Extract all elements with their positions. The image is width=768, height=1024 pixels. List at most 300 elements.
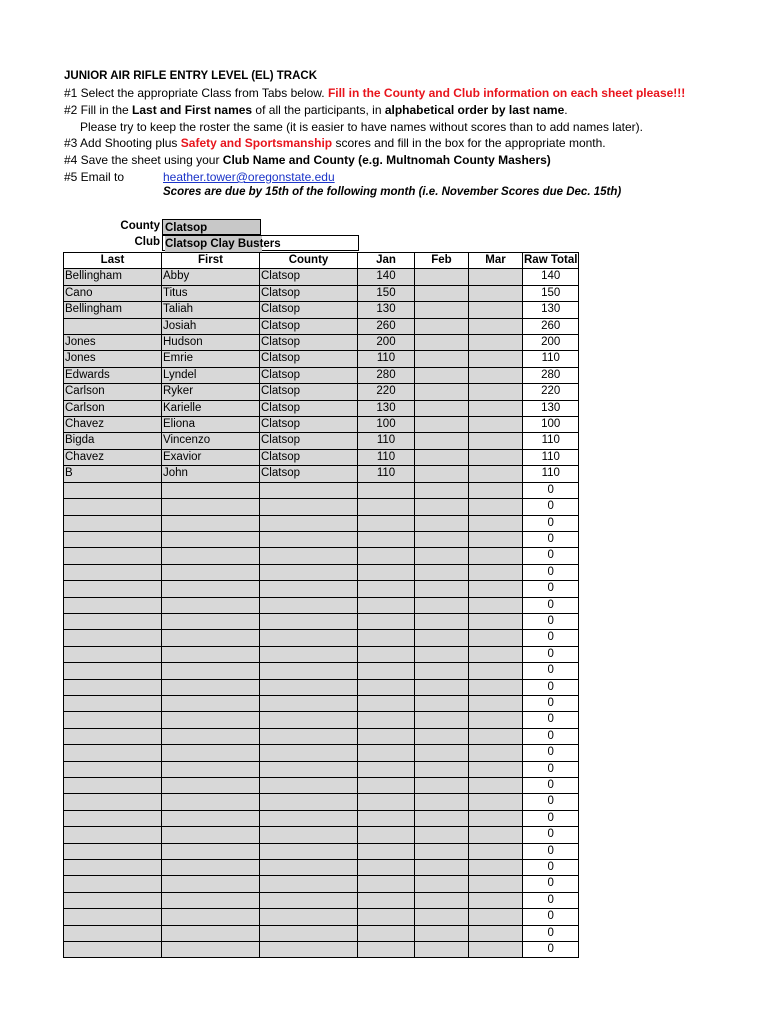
cell-last[interactable]	[64, 318, 162, 334]
cell-raw-total: 0	[523, 892, 579, 908]
cell-jan[interactable]	[358, 745, 415, 761]
cell-first[interactable]: Taliah	[162, 302, 260, 318]
cell-mar[interactable]	[469, 417, 523, 433]
table-row	[64, 942, 579, 958]
cell-feb[interactable]	[415, 367, 469, 383]
table-row	[64, 318, 579, 334]
instruction-step-1	[64, 85, 685, 102]
cell-first[interactable]: Eliona	[162, 417, 260, 433]
cell-jan[interactable]	[358, 860, 415, 876]
cell-jan[interactable]: 110	[358, 351, 415, 367]
cell-jan[interactable]	[358, 728, 415, 744]
cell-jan[interactable]	[358, 876, 415, 892]
cell-jan[interactable]: 200	[358, 335, 415, 351]
cell-last[interactable]: Bellingham	[64, 302, 162, 318]
cell-jan[interactable]: 150	[358, 285, 415, 301]
cell-feb[interactable]	[415, 597, 469, 613]
cell-last[interactable]: Bigda	[64, 433, 162, 449]
cell-county[interactable]	[260, 663, 358, 679]
cell-county[interactable]	[260, 925, 358, 941]
cell-jan[interactable]	[358, 515, 415, 531]
cell-county[interactable]	[260, 728, 358, 744]
table-row	[64, 548, 579, 564]
cell-mar[interactable]	[469, 794, 523, 810]
cell-jan[interactable]	[358, 925, 415, 941]
table-row	[64, 581, 579, 597]
cell-first[interactable]	[162, 630, 260, 646]
cell-county[interactable]: Clatsop	[260, 384, 358, 400]
cell-first[interactable]	[162, 499, 260, 515]
cell-raw-total: 0	[523, 810, 579, 826]
cell-county[interactable]: Clatsop	[260, 367, 358, 383]
cell-jan[interactable]	[358, 794, 415, 810]
cell-first[interactable]	[162, 482, 260, 498]
cell-raw-total: 0	[523, 646, 579, 662]
cell-raw-total: 130	[523, 302, 579, 318]
cell-feb[interactable]	[415, 646, 469, 662]
cell-mar[interactable]	[469, 466, 523, 482]
cell-county[interactable]	[260, 695, 358, 711]
cell-county[interactable]	[260, 860, 358, 876]
cell-last[interactable]	[64, 695, 162, 711]
cell-mar[interactable]	[469, 318, 523, 334]
cell-first[interactable]	[162, 794, 260, 810]
cell-raw-total: 200	[523, 335, 579, 351]
cell-first[interactable]: Exavior	[162, 449, 260, 465]
cell-county[interactable]	[260, 892, 358, 908]
cell-last[interactable]	[64, 778, 162, 794]
table-row	[64, 761, 579, 777]
cell-mar[interactable]	[469, 335, 523, 351]
cell-county[interactable]	[260, 515, 358, 531]
cell-county[interactable]	[260, 646, 358, 662]
cell-first[interactable]	[162, 745, 260, 761]
cell-first[interactable]	[162, 892, 260, 908]
cell-county[interactable]	[260, 745, 358, 761]
cell-last[interactable]: Edwards	[64, 367, 162, 383]
cell-feb[interactable]	[415, 335, 469, 351]
cell-feb[interactable]	[415, 466, 469, 482]
step4-bold: Club Name and County (e.g. Multnomah County Mashers)	[222, 153, 551, 167]
cell-first[interactable]: Josiah	[162, 318, 260, 334]
table-row	[64, 285, 579, 301]
cell-first[interactable]	[162, 761, 260, 777]
cell-last[interactable]: Carlson	[64, 400, 162, 416]
cell-mar[interactable]	[469, 351, 523, 367]
cell-mar[interactable]	[469, 400, 523, 416]
cell-mar[interactable]	[469, 876, 523, 892]
cell-last[interactable]	[64, 499, 162, 515]
cell-feb[interactable]	[415, 778, 469, 794]
cell-mar[interactable]	[469, 942, 523, 958]
cell-jan[interactable]	[358, 892, 415, 908]
cell-mar[interactable]	[469, 646, 523, 662]
cell-jan[interactable]	[358, 712, 415, 728]
cell-feb[interactable]	[415, 909, 469, 925]
instruction-step-2-note: Please try to keep the roster the same (it is easier to have names without scores than to add names later).	[80, 120, 643, 134]
cell-first[interactable]	[162, 581, 260, 597]
cell-jan[interactable]: 110	[358, 433, 415, 449]
cell-raw-total: 0	[523, 728, 579, 744]
cell-last[interactable]	[64, 925, 162, 941]
cell-jan[interactable]: 220	[358, 384, 415, 400]
cell-jan[interactable]: 110	[358, 466, 415, 482]
cell-raw-total: 0	[523, 712, 579, 728]
cell-county[interactable]	[260, 761, 358, 777]
cell-last[interactable]: Jones	[64, 351, 162, 367]
cell-mar[interactable]	[469, 712, 523, 728]
cell-first[interactable]: Ryker	[162, 384, 260, 400]
cell-county[interactable]	[260, 827, 358, 843]
cell-last[interactable]	[64, 827, 162, 843]
cell-jan[interactable]	[358, 663, 415, 679]
cell-county[interactable]	[260, 564, 358, 580]
cell-last[interactable]: Jones	[64, 335, 162, 351]
cell-jan[interactable]	[358, 499, 415, 515]
cell-first[interactable]	[162, 597, 260, 613]
cell-mar[interactable]	[469, 384, 523, 400]
cell-feb[interactable]	[415, 318, 469, 334]
cell-first[interactable]	[162, 860, 260, 876]
county-input[interactable]: Clatsop	[162, 219, 261, 235]
cell-last[interactable]: Chavez	[64, 449, 162, 465]
cell-feb[interactable]	[415, 482, 469, 498]
cell-county[interactable]	[260, 548, 358, 564]
cell-feb[interactable]	[415, 269, 469, 285]
cell-raw-total: 0	[523, 827, 579, 843]
cell-jan[interactable]	[358, 531, 415, 547]
cell-county[interactable]	[260, 581, 358, 597]
cell-first[interactable]	[162, 548, 260, 564]
cell-first[interactable]	[162, 925, 260, 941]
cell-feb[interactable]	[415, 384, 469, 400]
cell-last[interactable]	[64, 564, 162, 580]
cell-last[interactable]	[64, 794, 162, 810]
cell-mar[interactable]	[469, 761, 523, 777]
cell-feb[interactable]	[415, 810, 469, 826]
cell-last[interactable]: Carlson	[64, 384, 162, 400]
cell-mar[interactable]	[469, 499, 523, 515]
cell-first[interactable]	[162, 728, 260, 744]
email-link[interactable]: heather.tower@oregonstate.edu	[163, 170, 335, 184]
cell-mar[interactable]	[469, 892, 523, 908]
cell-mar[interactable]	[469, 285, 523, 301]
cell-mar[interactable]	[469, 515, 523, 531]
cell-jan[interactable]: 140	[358, 269, 415, 285]
cell-county[interactable]: Clatsop	[260, 400, 358, 416]
cell-jan[interactable]	[358, 909, 415, 925]
cell-last[interactable]	[64, 482, 162, 498]
cell-first[interactable]: John	[162, 466, 260, 482]
cell-last[interactable]	[64, 515, 162, 531]
cell-county[interactable]	[260, 630, 358, 646]
cell-feb[interactable]	[415, 827, 469, 843]
cell-county[interactable]: Clatsop	[260, 466, 358, 482]
cell-mar[interactable]	[469, 433, 523, 449]
instruction-step-3	[64, 135, 606, 152]
cell-feb[interactable]	[415, 942, 469, 958]
cell-county[interactable]	[260, 778, 358, 794]
cell-county[interactable]: Clatsop	[260, 318, 358, 334]
cell-feb[interactable]	[415, 433, 469, 449]
cell-feb[interactable]	[415, 794, 469, 810]
cell-feb[interactable]	[415, 400, 469, 416]
cell-last[interactable]	[64, 712, 162, 728]
cell-first[interactable]: Vincenzo	[162, 433, 260, 449]
cell-county[interactable]	[260, 597, 358, 613]
cell-county[interactable]: Clatsop	[260, 302, 358, 318]
cell-first[interactable]	[162, 679, 260, 695]
cell-mar[interactable]	[469, 860, 523, 876]
cell-last[interactable]	[64, 892, 162, 908]
cell-jan[interactable]: 260	[358, 318, 415, 334]
cell-county[interactable]	[260, 679, 358, 695]
cell-feb[interactable]	[415, 663, 469, 679]
table-row	[64, 499, 579, 515]
cell-raw-total: 0	[523, 613, 579, 629]
cell-feb[interactable]	[415, 712, 469, 728]
county-label: County	[120, 220, 160, 232]
cell-last[interactable]: Bellingham	[64, 269, 162, 285]
cell-feb[interactable]	[415, 876, 469, 892]
cell-first[interactable]	[162, 778, 260, 794]
cell-feb[interactable]	[415, 449, 469, 465]
cell-jan[interactable]: 110	[358, 449, 415, 465]
cell-last[interactable]	[64, 581, 162, 597]
cell-county[interactable]	[260, 613, 358, 629]
cell-first[interactable]: Emrie	[162, 351, 260, 367]
table-row	[64, 892, 579, 908]
cell-first[interactable]	[162, 909, 260, 925]
cell-jan[interactable]	[358, 581, 415, 597]
cell-raw-total: 110	[523, 433, 579, 449]
cell-mar[interactable]	[469, 482, 523, 498]
cell-jan[interactable]	[358, 695, 415, 711]
step4-text: #4 Save the sheet using your	[64, 153, 223, 167]
cell-jan[interactable]: 280	[358, 367, 415, 383]
cell-first[interactable]	[162, 646, 260, 662]
cell-jan[interactable]	[358, 843, 415, 859]
cell-feb[interactable]	[415, 302, 469, 318]
cell-mar[interactable]	[469, 925, 523, 941]
due-date-note: Scores are due by 15th of the following month (i.e. November Scores due Dec. 15th)	[163, 186, 622, 198]
cell-first[interactable]: Titus	[162, 285, 260, 301]
cell-last[interactable]	[64, 630, 162, 646]
table-row	[64, 417, 579, 433]
cell-jan[interactable]	[358, 778, 415, 794]
cell-last[interactable]: B	[64, 466, 162, 482]
cell-mar[interactable]	[469, 449, 523, 465]
cell-mar[interactable]	[469, 564, 523, 580]
cell-feb[interactable]	[415, 695, 469, 711]
cell-last[interactable]	[64, 531, 162, 547]
club-input[interactable]	[162, 235, 359, 251]
cell-first[interactable]: Hudson	[162, 335, 260, 351]
cell-mar[interactable]	[469, 581, 523, 597]
cell-jan[interactable]	[358, 761, 415, 777]
cell-county[interactable]	[260, 942, 358, 958]
cell-jan[interactable]	[358, 646, 415, 662]
cell-raw-total: 0	[523, 515, 579, 531]
cell-county[interactable]	[260, 876, 358, 892]
cell-county[interactable]	[260, 531, 358, 547]
cell-jan[interactable]	[358, 597, 415, 613]
cell-feb[interactable]	[415, 581, 469, 597]
cell-county[interactable]	[260, 794, 358, 810]
cell-last[interactable]	[64, 679, 162, 695]
cell-first[interactable]	[162, 843, 260, 859]
cell-first[interactable]: Karielle	[162, 400, 260, 416]
cell-county[interactable]: Clatsop	[260, 285, 358, 301]
cell-mar[interactable]	[469, 269, 523, 285]
cell-feb[interactable]	[415, 630, 469, 646]
cell-jan[interactable]	[358, 564, 415, 580]
cell-mar[interactable]	[469, 663, 523, 679]
cell-feb[interactable]	[415, 351, 469, 367]
cell-county[interactable]: Clatsop	[260, 417, 358, 433]
cell-feb[interactable]	[415, 417, 469, 433]
cell-feb[interactable]	[415, 761, 469, 777]
cell-jan[interactable]	[358, 827, 415, 843]
cell-jan[interactable]: 130	[358, 400, 415, 416]
cell-feb[interactable]	[415, 285, 469, 301]
cell-county[interactable]: Clatsop	[260, 269, 358, 285]
cell-county[interactable]	[260, 810, 358, 826]
roster-body	[64, 269, 579, 958]
cell-mar[interactable]	[469, 531, 523, 547]
cell-feb[interactable]	[415, 564, 469, 580]
cell-last[interactable]	[64, 745, 162, 761]
table-row	[64, 810, 579, 826]
table-row	[64, 367, 579, 383]
cell-last[interactable]	[64, 860, 162, 876]
cell-jan[interactable]	[358, 942, 415, 958]
cell-county[interactable]	[260, 482, 358, 498]
cell-first[interactable]	[162, 876, 260, 892]
cell-jan[interactable]	[358, 482, 415, 498]
cell-raw-total: 0	[523, 843, 579, 859]
cell-first[interactable]: Lyndel	[162, 367, 260, 383]
header-jan: Jan	[358, 253, 415, 269]
cell-jan[interactable]: 100	[358, 417, 415, 433]
cell-last[interactable]	[64, 909, 162, 925]
cell-last[interactable]	[64, 646, 162, 662]
cell-feb[interactable]	[415, 499, 469, 515]
cell-jan[interactable]	[358, 679, 415, 695]
cell-jan[interactable]	[358, 630, 415, 646]
cell-mar[interactable]	[469, 302, 523, 318]
cell-first[interactable]	[162, 942, 260, 958]
cell-raw-total: 0	[523, 860, 579, 876]
cell-first[interactable]	[162, 712, 260, 728]
cell-mar[interactable]	[469, 630, 523, 646]
cell-last[interactable]: Cano	[64, 285, 162, 301]
table-row	[64, 269, 579, 285]
step2-text-a: #2 Fill in the	[64, 103, 133, 117]
cell-county[interactable]	[260, 909, 358, 925]
cell-feb[interactable]	[415, 843, 469, 859]
cell-jan[interactable]	[358, 548, 415, 564]
cell-mar[interactable]	[469, 597, 523, 613]
cell-jan[interactable]	[358, 613, 415, 629]
cell-first[interactable]	[162, 827, 260, 843]
cell-raw-total: 0	[523, 499, 579, 515]
step2-text-c: .	[564, 103, 568, 117]
cell-county[interactable]	[260, 712, 358, 728]
cell-county[interactable]: Clatsop	[260, 351, 358, 367]
cell-county[interactable]: Clatsop	[260, 433, 358, 449]
cell-mar[interactable]	[469, 745, 523, 761]
cell-last[interactable]	[64, 843, 162, 859]
cell-feb[interactable]	[415, 860, 469, 876]
cell-mar[interactable]	[469, 728, 523, 744]
cell-county[interactable]	[260, 843, 358, 859]
cell-raw-total: 0	[523, 663, 579, 679]
cell-first[interactable]	[162, 663, 260, 679]
cell-mar[interactable]	[469, 548, 523, 564]
cell-first[interactable]	[162, 695, 260, 711]
cell-feb[interactable]	[415, 892, 469, 908]
cell-county[interactable]: Clatsop	[260, 335, 358, 351]
cell-last[interactable]	[64, 728, 162, 744]
table-row	[64, 728, 579, 744]
cell-first[interactable]	[162, 515, 260, 531]
cell-mar[interactable]	[469, 367, 523, 383]
cell-feb[interactable]	[415, 548, 469, 564]
cell-first[interactable]	[162, 564, 260, 580]
table-row	[64, 778, 579, 794]
cell-raw-total: 100	[523, 417, 579, 433]
cell-feb[interactable]	[415, 679, 469, 695]
cell-feb[interactable]	[415, 925, 469, 941]
cell-last[interactable]	[64, 761, 162, 777]
cell-mar[interactable]	[469, 679, 523, 695]
cell-mar[interactable]	[469, 909, 523, 925]
cell-first[interactable]	[162, 531, 260, 547]
table-row	[64, 531, 579, 547]
cell-last[interactable]: Chavez	[64, 417, 162, 433]
cell-jan[interactable]	[358, 810, 415, 826]
cell-raw-total: 110	[523, 351, 579, 367]
cell-first[interactable]: Abby	[162, 269, 260, 285]
cell-feb[interactable]	[415, 613, 469, 629]
cell-feb[interactable]	[415, 531, 469, 547]
cell-feb[interactable]	[415, 728, 469, 744]
cell-first[interactable]	[162, 613, 260, 629]
cell-mar[interactable]	[469, 810, 523, 826]
cell-county[interactable]: Clatsop	[260, 449, 358, 465]
cell-mar[interactable]	[469, 778, 523, 794]
cell-feb[interactable]	[415, 515, 469, 531]
header-raw-total: Raw Total	[523, 253, 579, 269]
cell-last[interactable]	[64, 597, 162, 613]
cell-first[interactable]	[162, 810, 260, 826]
cell-last[interactable]	[64, 548, 162, 564]
cell-last[interactable]	[64, 942, 162, 958]
cell-feb[interactable]	[415, 745, 469, 761]
cell-jan[interactable]: 130	[358, 302, 415, 318]
instruction-step-2	[64, 102, 568, 119]
cell-mar[interactable]	[469, 613, 523, 629]
cell-mar[interactable]	[469, 843, 523, 859]
cell-county[interactable]	[260, 499, 358, 515]
cell-last[interactable]	[64, 876, 162, 892]
cell-mar[interactable]	[469, 695, 523, 711]
cell-last[interactable]	[64, 663, 162, 679]
cell-last[interactable]	[64, 613, 162, 629]
cell-mar[interactable]	[469, 827, 523, 843]
cell-last[interactable]	[64, 810, 162, 826]
